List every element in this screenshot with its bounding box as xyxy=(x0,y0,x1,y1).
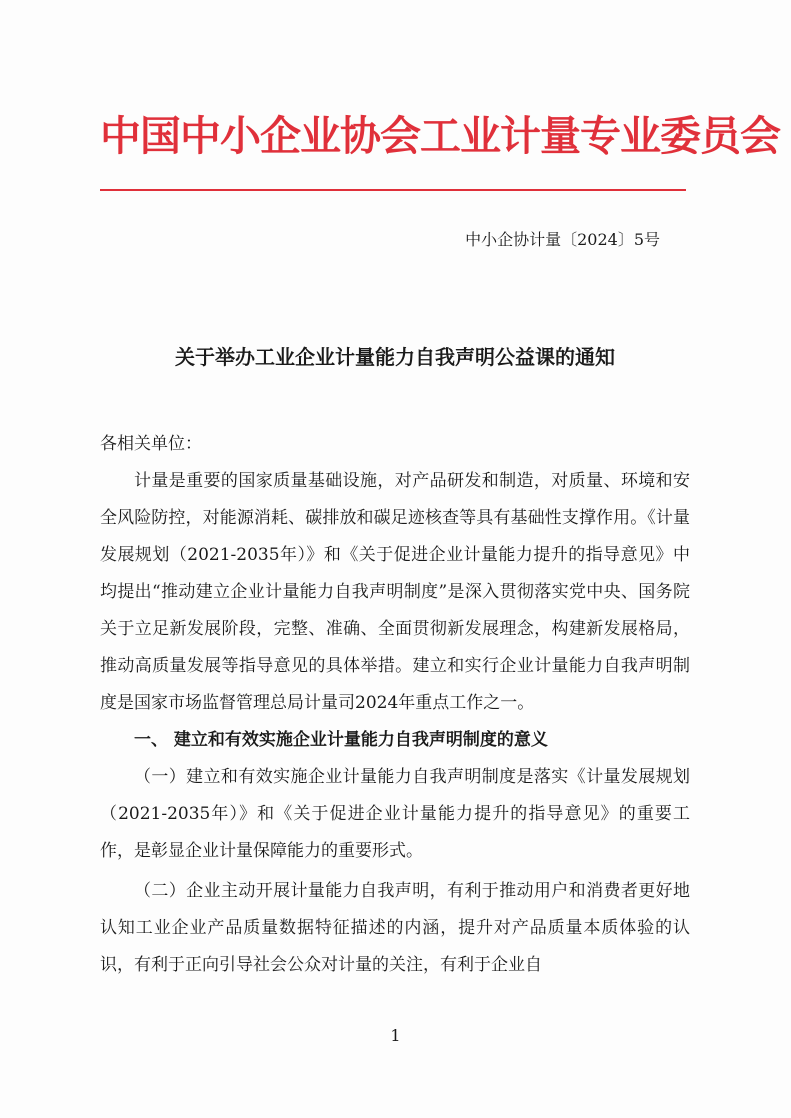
document-body xyxy=(100,426,690,984)
intro-paragraph: 计量是重要的国家质量基础设施，对产品研发和制造，对质量、环境和安全风险防控，对能源消耗、碳排放和碳足迹核查等具有基础性支撑作用。《计量发展规划（2021-2035年）》和《关于促进企业计量能力提升的指导意见》中均提出“推动建立企业计量能力自我声明制度”是深入贯彻落实党中央、国务院关于立足新发展阶段，完整、准确、全面贯彻新发展理念，构建新发展格局，推动高质量发展等指导意见的具体举措。建立和实行企业计量能力自我声明制度是国家市场监督管理总局计量司2024年重点工作之一。 xyxy=(100,471,690,713)
document-title: 关于举办工业企业计量能力自我声明公益课的通知 xyxy=(175,345,615,369)
red-divider-line xyxy=(100,189,686,191)
section-heading-1: 一、 建立和有效实施企业计量能力自我声明制度的意义 xyxy=(134,730,548,750)
organization-header: 中国中小企业协会工业计量专业委员会 xyxy=(100,112,780,160)
point-paragraph-2: （二）企业主动开展计量能力自我声明，有利于推动用户和消费者更好地认知工业企业产品质量数据特征描述的内涵，提升对产品质量本质体验的认识，有利于正向引导社会公众对计量的关注，有利于企业自 xyxy=(100,881,690,975)
point-paragraph-1: （一）建立和有效实施企业计量能力自我声明制度是落实《计量发展规划（2021-2035年）》和《关于促进企业计量能力提升的指导意见》的重要工作，是彰显企业计量保障能力的重要形式。 xyxy=(100,767,690,861)
salutation: 各相关单位： xyxy=(100,434,202,454)
document-number: 中小企协计量〔2024〕5号 xyxy=(465,230,660,249)
page-number: 1 xyxy=(390,1026,401,1045)
